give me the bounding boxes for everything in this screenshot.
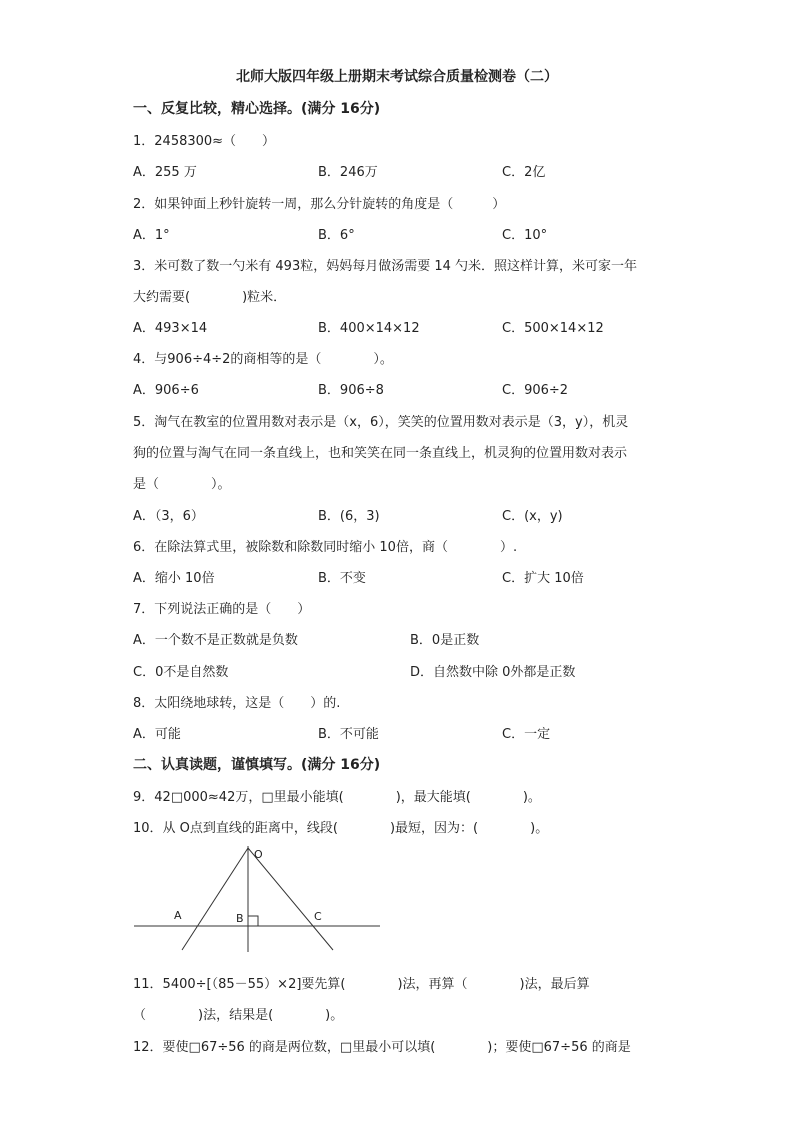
question-2: 2．如果钟面上秒针旋转一周，那么分针旋转的角度是（ ）: [133, 197, 506, 212]
question-10: 10．从 O点到直线的距离中，线段( )最短，因为：( )。: [133, 821, 549, 836]
q4-option-c: C．906÷2: [502, 383, 569, 398]
label-o: O: [254, 848, 263, 861]
question-4: 4．与906÷4÷2的商相等的是（ ）。: [133, 352, 393, 367]
q1-option-b: B．246万: [318, 165, 378, 180]
q7-option-c: C．0不是自然数: [133, 665, 229, 680]
q2-option-a: A．1°: [133, 228, 170, 243]
q8-option-a: A．可能: [133, 727, 181, 742]
q3-option-c: C．500×14×12: [502, 321, 604, 336]
q8-option-c: C．一定: [502, 727, 551, 742]
q1-option-a: A．255 万: [133, 165, 197, 180]
label-c: C: [314, 910, 322, 923]
q3-option-a: A．493×14: [133, 321, 208, 336]
perpendicular-line-figure: [130, 842, 390, 957]
label-a: A: [174, 909, 182, 922]
question-5-line-3: 是（ ）。: [133, 477, 231, 492]
q2-option-b: B．6°: [318, 228, 355, 243]
q6-option-b: B．不变: [318, 571, 366, 586]
question-8: 8．太阳绕地球转，这是（ ）的.: [133, 696, 341, 711]
q7-option-a: A．一个数不是正数就是负数: [133, 633, 298, 648]
question-1: 1．2458300≈（ ）: [133, 134, 276, 149]
right-angle-mark: [248, 916, 258, 926]
question-11-line-1: 11．5400÷[（85－55）×2]要先算( )法，再算（ )法，最后算: [133, 977, 590, 992]
q6-option-c: C．扩大 10倍: [502, 571, 584, 586]
section-heading-2: 二、认真读题，谨慎填写。(满分 16分): [133, 757, 381, 773]
q2-option-c: C．10°: [502, 228, 548, 243]
q4-option-a: A．906÷6: [133, 383, 199, 398]
q5-option-a: A．（3，6）: [133, 509, 204, 524]
question-11-line-2: （ )法，结果是( )。: [133, 1008, 344, 1023]
label-b: B: [236, 912, 244, 925]
q7-option-b: B．0是正数: [410, 633, 480, 648]
question-3-line-1: 3．米可数了数一勺米有 493粒，妈妈每月做汤需要 14 勺米．照这样计算，米可家一年: [133, 259, 638, 274]
q3-option-b: B．400×14×12: [318, 321, 420, 336]
page-title: 北师大版四年级上册期末考试综合质量检测卷（二）: [236, 69, 558, 85]
q5-option-c: C．(x，y): [502, 509, 563, 524]
question-5-line-1: 5．淘气在教室的位置用数对表示是（x，6），笑笑的位置用数对表示是（3，y），机灵: [133, 415, 629, 430]
section-heading-1: 一、反复比较，精心选择。(满分 16分): [133, 101, 381, 117]
q4-option-b: B．906÷8: [318, 383, 384, 398]
question-7: 7．下列说法正确的是（ ）: [133, 602, 311, 617]
question-6: 6．在除法算式里，被除数和除数同时缩小 10倍，商（ ）.: [133, 540, 518, 555]
question-3-line-2: 大约需要( )粒米．: [133, 290, 287, 305]
segment-oa: [182, 848, 248, 950]
q1-option-c: C．2亿: [502, 165, 546, 180]
segment-oc: [248, 848, 333, 950]
q7-option-d: D．自然数中除 0外都是正数: [410, 665, 576, 680]
q5-option-b: B．(6，3): [318, 509, 380, 524]
question-9: 9．42□000≈42万，□里最小能填( )，最大能填( )。: [133, 790, 541, 805]
q8-option-b: B．不可能: [318, 727, 379, 742]
q6-option-a: A．缩小 10倍: [133, 571, 215, 586]
question-12: 12．要使□67÷56 的商是两位数，□里最小可以填( )；要使□67÷56 的商是: [133, 1040, 631, 1055]
question-5-line-2: 狗的位置与淘气在同一条直线上，也和笑笑在同一条直线上，机灵狗的位置用数对表示: [133, 446, 628, 461]
